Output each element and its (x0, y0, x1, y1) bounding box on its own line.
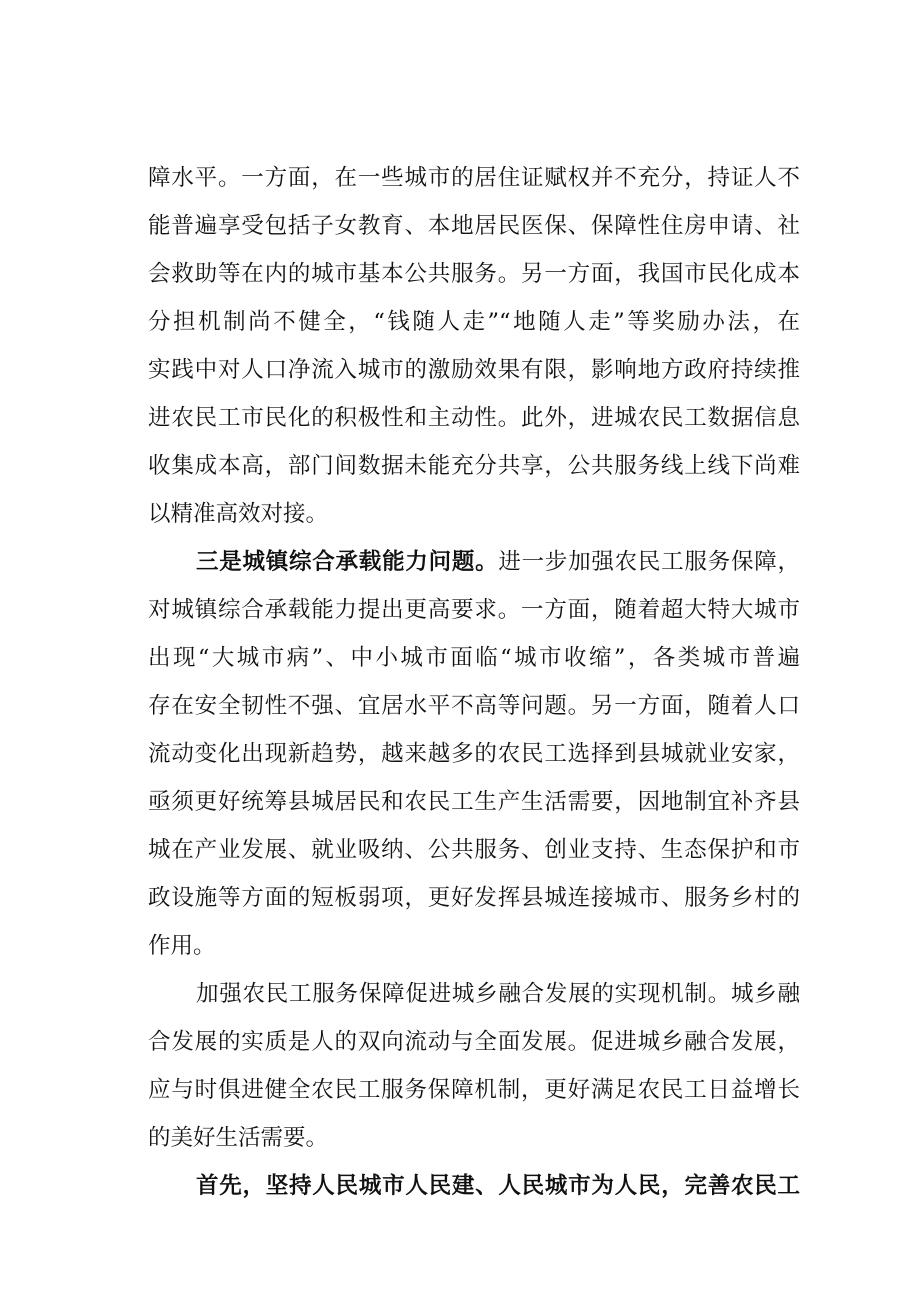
paragraph-2-bold-lead: 三是城镇综合承载能力问题。 (196, 549, 499, 575)
paragraph-3-line-3: 应与时俱进健全农民工服务保障机制，更好满足农民工日益增长 (148, 1077, 800, 1103)
paragraph-2-line-8: 政设施等方面的短板弱项，更好发挥县城连接城市、服务乡村的 (148, 885, 800, 911)
paragraph-4-line-1: 首先，坚持人民城市人民建、人民城市为人民，完善农民工 (196, 1173, 800, 1199)
paragraph-2-line-2: 对城镇综合承载能力提出更高要求。一方面，随着超大特大城市 (148, 597, 800, 623)
paragraph-2-line-5: 流动变化出现新趋势，越来越多的农民工选择到县城就业安家， (148, 741, 800, 767)
paragraph-2-line-6: 亟须更好统筹县城居民和农民工生产生活需要，因地制宜补齐县 (148, 789, 800, 815)
paragraph-1-line-5: 实践中对人口净流入城市的激励效果有限，影响地方政府持续推 (148, 357, 800, 383)
paragraph-1-line-7: 收集成本高，部门间数据未能充分共享，公共服务线上线下尚难 (148, 453, 800, 479)
paragraph-1-line-2: 能普遍享受包括子女教育、本地居民医保、保障性住房申请、社 (148, 213, 800, 239)
paragraph-1-line-1: 障水平。一方面，在一些城市的居住证赋权并不充分，持证人不 (148, 165, 800, 191)
paragraph-2-line-3: 出现“大城市病”、中小城市面临“城市收缩”，各类城市普遍 (148, 645, 800, 671)
paragraph-2-line-9: 作用。 (148, 933, 216, 959)
paragraph-2-line-1 (196, 538, 800, 586)
paragraph-2-line-7: 城在产业发展、就业吸纳、公共服务、创业支持、生态保护和市 (148, 837, 800, 863)
paragraph-2-line-4: 存在安全韧性不强、宜居水平不高等问题。另一方面，随着人口 (148, 693, 800, 719)
paragraph-3-line-4: 的美好生活需要。 (148, 1125, 329, 1151)
paragraph-3-line-1: 加强农民工服务保障促进城乡融合发展的实现机制。城乡融 (196, 981, 800, 1007)
paragraph-2-first-rest: 进一步加强农民工服务保障， (498, 549, 800, 575)
paragraph-3-line-2: 合发展的实质是人的双向流动与全面发展。促进城乡融合发展， (148, 1029, 800, 1055)
paragraph-1-line-6: 进农民工市民化的积极性和主动性。此外，进城农民工数据信息 (148, 405, 800, 431)
paragraph-1-line-4: 分担机制尚不健全，“钱随人走”“地随人走”等奖励办法，在 (148, 309, 800, 335)
paragraph-1-line-3: 会救助等在内的城市基本公共服务。另一方面，我国市民化成本 (148, 261, 800, 287)
paragraph-1-line-8: 以精准高效对接。 (148, 501, 329, 527)
